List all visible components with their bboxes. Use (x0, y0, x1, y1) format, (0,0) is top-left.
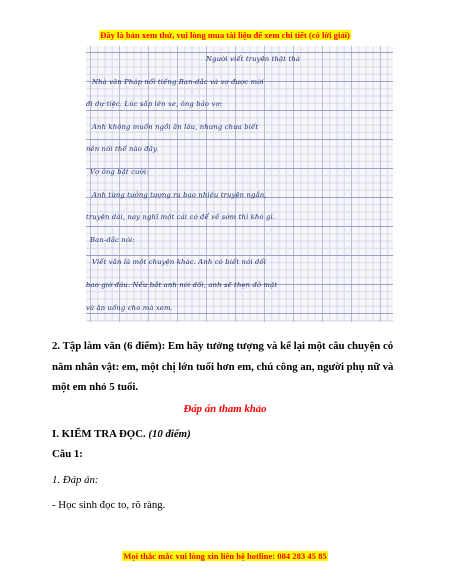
section-title: I. KIỂM TRA ĐỌC. (52, 428, 146, 440)
handwriting-line: Nhà văn Pháp nổi tiếng Ban-dắc và vợ được mời (92, 77, 264, 86)
handwriting-line: đi dự tiệc. Lúc sắp lên xe, ông bảo vợ: (86, 100, 223, 109)
section-heading (52, 428, 191, 440)
preview-notice-text: Đây là bản xem thử, vui lòng mua tài liệu để xem chi tiết (có lời giải) (100, 30, 350, 40)
handwriting-line: Vợ ông bật cười: (90, 168, 149, 176)
handwriting-line: nên nói thế nào đây. (86, 145, 159, 154)
section-points: (10 điểm) (148, 428, 191, 440)
handwriting-line: Người viết truyện thật thà (206, 55, 301, 63)
answer-text: - Học sinh đọc to, rõ ràng. (52, 499, 166, 511)
preview-notice-banner (0, 25, 450, 43)
handwriting-image (86, 46, 393, 322)
answer-label: 1. Đáp án: (52, 474, 99, 486)
handwriting-line: Ban-dắc nói: (90, 235, 135, 244)
handwriting-line: Anh từng tưởng tượng ra bao nhiêu truyện ngắn, (92, 190, 267, 199)
hotline-banner (0, 546, 450, 564)
hotline-text: Mọi thắc mắc vui lòng xin liên hệ hotline: 084 283 45 85 (123, 551, 327, 561)
cau-1-label: Câu 1: (52, 448, 83, 460)
question-2: 2. Tập làm văn (6 điểm): Em hãy tưởng tượng và kể lại một câu chuyện có năm nhân vật: em, một chị lớn tuổi hơn em, chú công an, người phụ nữ và một em nhỏ 5 tuổi. (52, 340, 394, 394)
handwriting-line: bao giờ đâu. Nếu bắt anh nói dối, anh sẽ thẹn đỏ mặt (86, 281, 278, 289)
handwriting-line: truyện dài, nay nghĩ một cái cớ để về sớm thì khó gì. (86, 213, 276, 222)
reference-answer-heading: Đáp án tham khảo (183, 403, 267, 415)
handwriting-line: và ăn uống cho mà xem. (86, 303, 173, 312)
handwriting-line: Anh không muốn ngồi ăn lâu, nhưng chưa biết (92, 122, 259, 131)
handwriting-line: Viết văn là một chuyện khác. Anh có biết nói dối (92, 258, 267, 267)
